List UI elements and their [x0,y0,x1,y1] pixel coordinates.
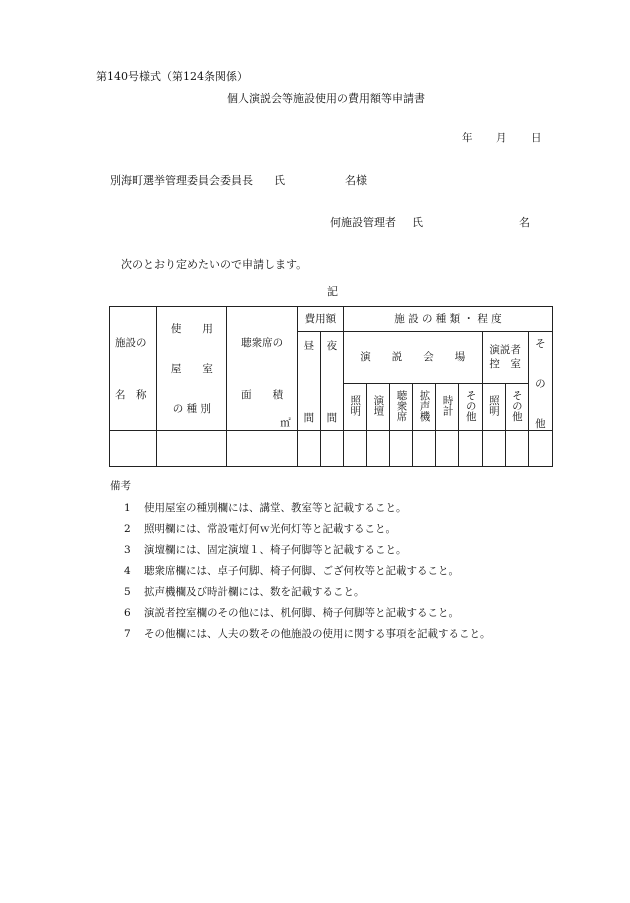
note-item [124,584,365,599]
input-other[interactable] [528,431,552,467]
manager-shi: 氏 [412,216,423,229]
venue-header: 演 説 会 場 [343,332,482,384]
seat-area-top: 聴衆席の [241,337,284,349]
other-header [528,332,552,431]
venue-col-seats [390,384,413,431]
fee-header: 費用額 [297,307,343,332]
manager-mei: 名 [519,216,530,229]
speaker-col-lighting [482,384,505,431]
input-venue-podium[interactable] [367,431,390,467]
input-facility-name[interactable] [110,431,157,467]
note-number: 2 [124,523,131,535]
speaker-col-label: その他 [510,389,523,422]
form-title: 個人演説会等施設使用の費用額等申請書 [227,92,425,105]
speaker-room-header [482,332,528,384]
fee-day-header [297,332,320,431]
date-month-label: 月 [496,132,507,144]
other-top: そ [535,338,546,351]
other-bottom: 他 [535,418,546,431]
notes-heading: 備考 [110,480,131,492]
room-line1: 使 用 [170,323,213,335]
venue-col-other [459,384,482,431]
venue-col-label: 時計 [441,395,454,417]
note-item [124,521,396,536]
seat-area-header [227,307,297,431]
fee-night-bottom: 間 [326,412,338,425]
fee-day-top: 昼 [303,340,315,353]
input-speaker-other[interactable] [505,431,528,467]
note-number: 5 [124,586,131,598]
note-text: その他欄には、人夫の数その他施設の使用に関する事項を記載すること。 [144,628,491,640]
table-row [110,431,553,467]
chair-title: 別海町選挙管理委員会委員長 [110,174,253,187]
input-venue-speaker[interactable] [413,431,436,467]
room-line2: 屋 室 [170,363,213,375]
input-fee-night[interactable] [320,431,343,467]
room-type-header [157,307,227,431]
venue-col-clock [436,384,459,431]
venue-col-label: その他 [464,389,477,422]
speaker-col-other [505,384,528,431]
facility-name-bottom: 名 称 [115,389,147,401]
seat-area-mid: 面 積 [241,389,284,401]
venue-col-label: 照明 [349,395,362,417]
manager-title: 何施設管理者 [330,216,396,229]
venue-col-podium [367,384,390,431]
other-mid: の [535,378,546,391]
seat-area-unit: ㎡ [280,417,291,429]
note-text: 使用屋室の種別欄には、講堂、教室等と記載すること。 [144,502,407,514]
room-line3: の 種 別 [172,403,211,415]
venue-col-label: 拡声機 [418,389,431,422]
request-text: 次のとおり定めたいので申請します。 [121,258,308,271]
facility-fee-table [109,306,553,467]
facility-kinds-header: 施 設 の 種 類 ・ 程 度 [343,307,552,332]
speaker-room-label: 演説者控 室 [489,344,521,370]
input-venue-lighting[interactable] [343,431,366,467]
form-number: 第140号様式（第124条関係） [96,70,248,83]
venue-col-speaker [413,384,436,431]
note-item [124,542,407,557]
facility-name-top: 施設の [115,337,147,349]
note-number: 3 [124,544,131,556]
speaker-col-label: 照明 [487,395,500,417]
venue-col-label: 聴衆席 [395,389,408,422]
note-item [124,563,459,578]
input-venue-other[interactable] [459,431,482,467]
fee-night-header [320,332,343,431]
input-venue-seats[interactable] [390,431,413,467]
venue-col-label: 演壇 [372,395,385,417]
fee-day-bottom: 間 [303,412,315,425]
note-text: 照明欄には、常設電灯何ｗ光何灯等と記載すること。 [144,523,396,535]
input-fee-day[interactable] [297,431,320,467]
note-number: 6 [124,607,131,619]
input-room-type[interactable] [157,431,227,467]
note-number: 1 [124,502,131,514]
note-text: 聴衆席欄には、卓子何脚、椅子何脚、ござ何枚等と記載すること。 [144,565,459,577]
note-number: 4 [124,565,131,577]
date-day-label: 日 [531,132,542,144]
note-item [124,626,491,641]
input-seat-area[interactable] [227,431,297,467]
fee-night-top: 夜 [326,340,338,353]
note-item [124,500,407,515]
input-speaker-lighting[interactable] [482,431,505,467]
venue-col-lighting [343,384,366,431]
note-text: 演説者控室欄のその他には、机何脚、椅子何脚等と記載すること。 [144,607,459,619]
note-text: 演壇欄には、固定演壇１、椅子何脚等と記載すること。 [144,544,407,556]
date-year-label: 年 [462,132,473,144]
chair-mei: 名様 [345,174,367,187]
note-item [124,605,459,620]
input-venue-clock[interactable] [436,431,459,467]
ki-label: 記 [327,285,338,298]
facility-name-header [110,307,157,431]
note-number: 7 [124,628,131,640]
note-text: 拡声機欄及び時計欄には、数を記載すること。 [144,586,365,598]
chair-shi: 氏 [274,174,285,187]
